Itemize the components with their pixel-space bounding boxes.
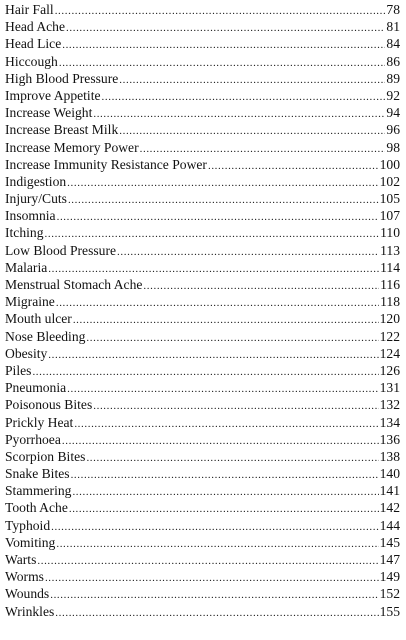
dot-leader <box>62 37 385 54</box>
toc-entry-title: Low Blood Pressure <box>5 242 117 258</box>
toc-entry-page-number: 102 <box>379 173 400 189</box>
toc-entry-page-number: 140 <box>379 466 400 482</box>
toc-entry-title: Warts <box>5 552 37 567</box>
toc-entry-title: Injury/Cuts <box>5 191 67 207</box>
toc-entry <box>5 448 400 465</box>
toc-entry <box>5 1 400 18</box>
toc-entry-title: Hiccough <box>5 53 58 69</box>
toc-entry <box>5 224 400 241</box>
toc-entry-page-number: 138 <box>379 448 400 464</box>
dot-leader <box>66 20 385 37</box>
toc-entry <box>5 276 400 293</box>
toc-entry-title: Snake Bites <box>5 466 70 482</box>
dot-leader <box>57 209 379 226</box>
toc-entry-title: Poisonous Bites <box>5 397 93 413</box>
toc-entry-title: Insomnia <box>5 208 56 224</box>
toc-entry-title: Increase Weight <box>5 105 93 121</box>
dot-leader <box>143 278 379 295</box>
toc-entry-title: Prickly Heat <box>5 414 74 430</box>
toc-entry-page-number: 81 <box>386 19 400 35</box>
toc-entry-title: Vomiting <box>5 534 56 550</box>
toc-entry <box>5 207 400 224</box>
dot-leader <box>119 123 385 140</box>
toc-entry <box>5 551 400 568</box>
toc-entry <box>5 328 400 345</box>
dot-leader <box>93 398 378 415</box>
toc-entry <box>5 121 400 138</box>
toc-entry-page-number: 136 <box>379 431 400 447</box>
dot-leader <box>51 519 378 536</box>
toc-entry-page-number: 144 <box>379 517 400 533</box>
toc-entry-title: Increase Memory Power <box>5 139 139 155</box>
toc-entry-title: Wounds <box>5 586 50 602</box>
toc-entry-page-number: 110 <box>380 225 400 241</box>
toc-entry-page-number: 94 <box>386 105 400 121</box>
toc-entry <box>5 35 400 52</box>
toc-entry-title: Pyorrhoea <box>5 431 61 447</box>
toc-entry <box>5 482 400 499</box>
toc-entry <box>5 310 400 327</box>
toc-entry-title: Menstrual Stomach Ache <box>5 277 143 292</box>
toc-entry-title: Increase Immunity Resistance Power <box>5 156 207 172</box>
toc-entry <box>5 70 400 87</box>
toc-entry <box>5 414 400 431</box>
toc-entry-page-number: 86 <box>386 53 400 69</box>
toc-entry-title: High Blood Pressure <box>5 70 119 86</box>
dot-leader <box>117 244 379 261</box>
toc-entry-page-number: 92 <box>386 87 400 103</box>
dot-leader <box>37 553 378 570</box>
toc-entry <box>5 362 400 379</box>
toc-entry-title: Improve Appetite <box>5 87 101 103</box>
toc-entry-page-number: 141 <box>379 483 400 499</box>
toc-entry-title: Tooth Ache <box>5 500 68 516</box>
toc-entry-page-number: 142 <box>379 500 400 516</box>
toc-entry-title: Hair Fall <box>5 2 54 17</box>
toc-entry-title: Wrinkles <box>5 603 55 619</box>
toc-entry-title: Pneumonia <box>5 380 67 396</box>
toc-entry-page-number: 96 <box>386 122 400 138</box>
toc-entry <box>5 465 400 482</box>
toc-entry-page-number: 118 <box>380 294 400 310</box>
toc-entry-title: Stammering <box>5 483 72 499</box>
toc-entry-title: Itching <box>5 225 44 241</box>
dot-leader <box>50 587 378 604</box>
toc-entry <box>5 396 400 413</box>
toc-entry <box>5 139 400 156</box>
dot-leader <box>208 158 379 175</box>
toc-entry <box>5 379 400 396</box>
toc-entry-title: Nose Bleeding <box>5 328 86 344</box>
dot-leader <box>69 501 379 518</box>
toc-entry-title: Migraine <box>5 294 55 310</box>
toc-entry-title: Worms <box>5 569 44 585</box>
toc-entry <box>5 87 400 104</box>
toc-entry <box>5 585 400 602</box>
toc-entry-title: Malaria <box>5 259 48 275</box>
toc-entry-page-number: 113 <box>380 242 400 258</box>
toc-entry-page-number: 78 <box>386 2 400 17</box>
dot-leader <box>68 192 379 209</box>
dot-leader <box>86 450 378 467</box>
toc-entry-page-number: 145 <box>379 534 400 550</box>
toc-entry-page-number: 116 <box>380 277 400 292</box>
toc-entry-title: Typhoid <box>5 517 51 533</box>
toc-entry-page-number: 152 <box>379 586 400 602</box>
toc-entry <box>5 53 400 70</box>
toc-entry-page-number: 89 <box>386 70 400 86</box>
toc-entry-page-number: 100 <box>379 156 400 172</box>
dot-leader <box>67 381 378 398</box>
toc-entry-page-number: 149 <box>379 569 400 585</box>
dot-leader <box>119 72 385 89</box>
dot-leader <box>56 536 378 553</box>
dot-leader <box>32 364 378 381</box>
dot-leader <box>45 570 379 587</box>
toc-entry-page-number: 134 <box>379 414 400 430</box>
toc-entry <box>5 431 400 448</box>
toc-entry <box>5 259 400 276</box>
toc-entry <box>5 104 400 121</box>
toc-entry <box>5 173 400 190</box>
toc-entry-page-number: 120 <box>379 311 400 327</box>
dot-leader <box>74 416 378 433</box>
toc-entry-title: Mouth ulcer <box>5 311 72 327</box>
toc-entry-title: Obesity <box>5 345 48 361</box>
table-of-contents <box>5 1 400 620</box>
toc-entry-page-number: 147 <box>379 552 400 567</box>
toc-entry-title: Piles <box>5 362 32 378</box>
dot-leader <box>48 347 378 364</box>
toc-entry <box>5 242 400 259</box>
toc-entry-page-number: 122 <box>379 328 400 344</box>
toc-entry-page-number: 131 <box>379 380 400 396</box>
dot-leader <box>93 106 385 123</box>
toc-entry-title: Head Lice <box>5 36 62 52</box>
toc-entry-title: Increase Breast Milk <box>5 122 119 138</box>
dot-leader <box>55 3 386 20</box>
dot-leader <box>72 484 378 501</box>
toc-entry <box>5 568 400 585</box>
toc-entry-title: Indigestion <box>5 173 67 189</box>
toc-entry-page-number: 132 <box>379 397 400 413</box>
dot-leader <box>86 330 378 347</box>
toc-entry-page-number: 105 <box>379 191 400 207</box>
dot-leader <box>67 175 378 192</box>
toc-entry <box>5 534 400 551</box>
toc-entry <box>5 345 400 362</box>
dot-leader <box>71 467 379 484</box>
dot-leader <box>102 89 386 106</box>
toc-entry <box>5 603 400 620</box>
toc-entry <box>5 499 400 516</box>
toc-entry-page-number: 124 <box>379 345 400 361</box>
toc-entry-title: Head Ache <box>5 19 66 35</box>
dot-leader <box>73 312 379 329</box>
toc-entry <box>5 517 400 534</box>
toc-entry <box>5 18 400 35</box>
toc-entry-page-number: 107 <box>379 208 400 224</box>
toc-entry-page-number: 155 <box>379 603 400 619</box>
toc-entry-page-number: 84 <box>386 36 400 52</box>
toc-entry-page-number: 114 <box>380 259 400 275</box>
dot-leader <box>56 295 379 312</box>
dot-leader <box>55 605 378 622</box>
toc-entry-title: Scorpion Bites <box>5 448 86 464</box>
dot-leader <box>62 433 379 450</box>
toc-entry <box>5 190 400 207</box>
toc-entry <box>5 293 400 310</box>
toc-entry-page-number: 126 <box>379 362 400 378</box>
toc-entry <box>5 156 400 173</box>
toc-entry-page-number: 98 <box>386 139 400 155</box>
